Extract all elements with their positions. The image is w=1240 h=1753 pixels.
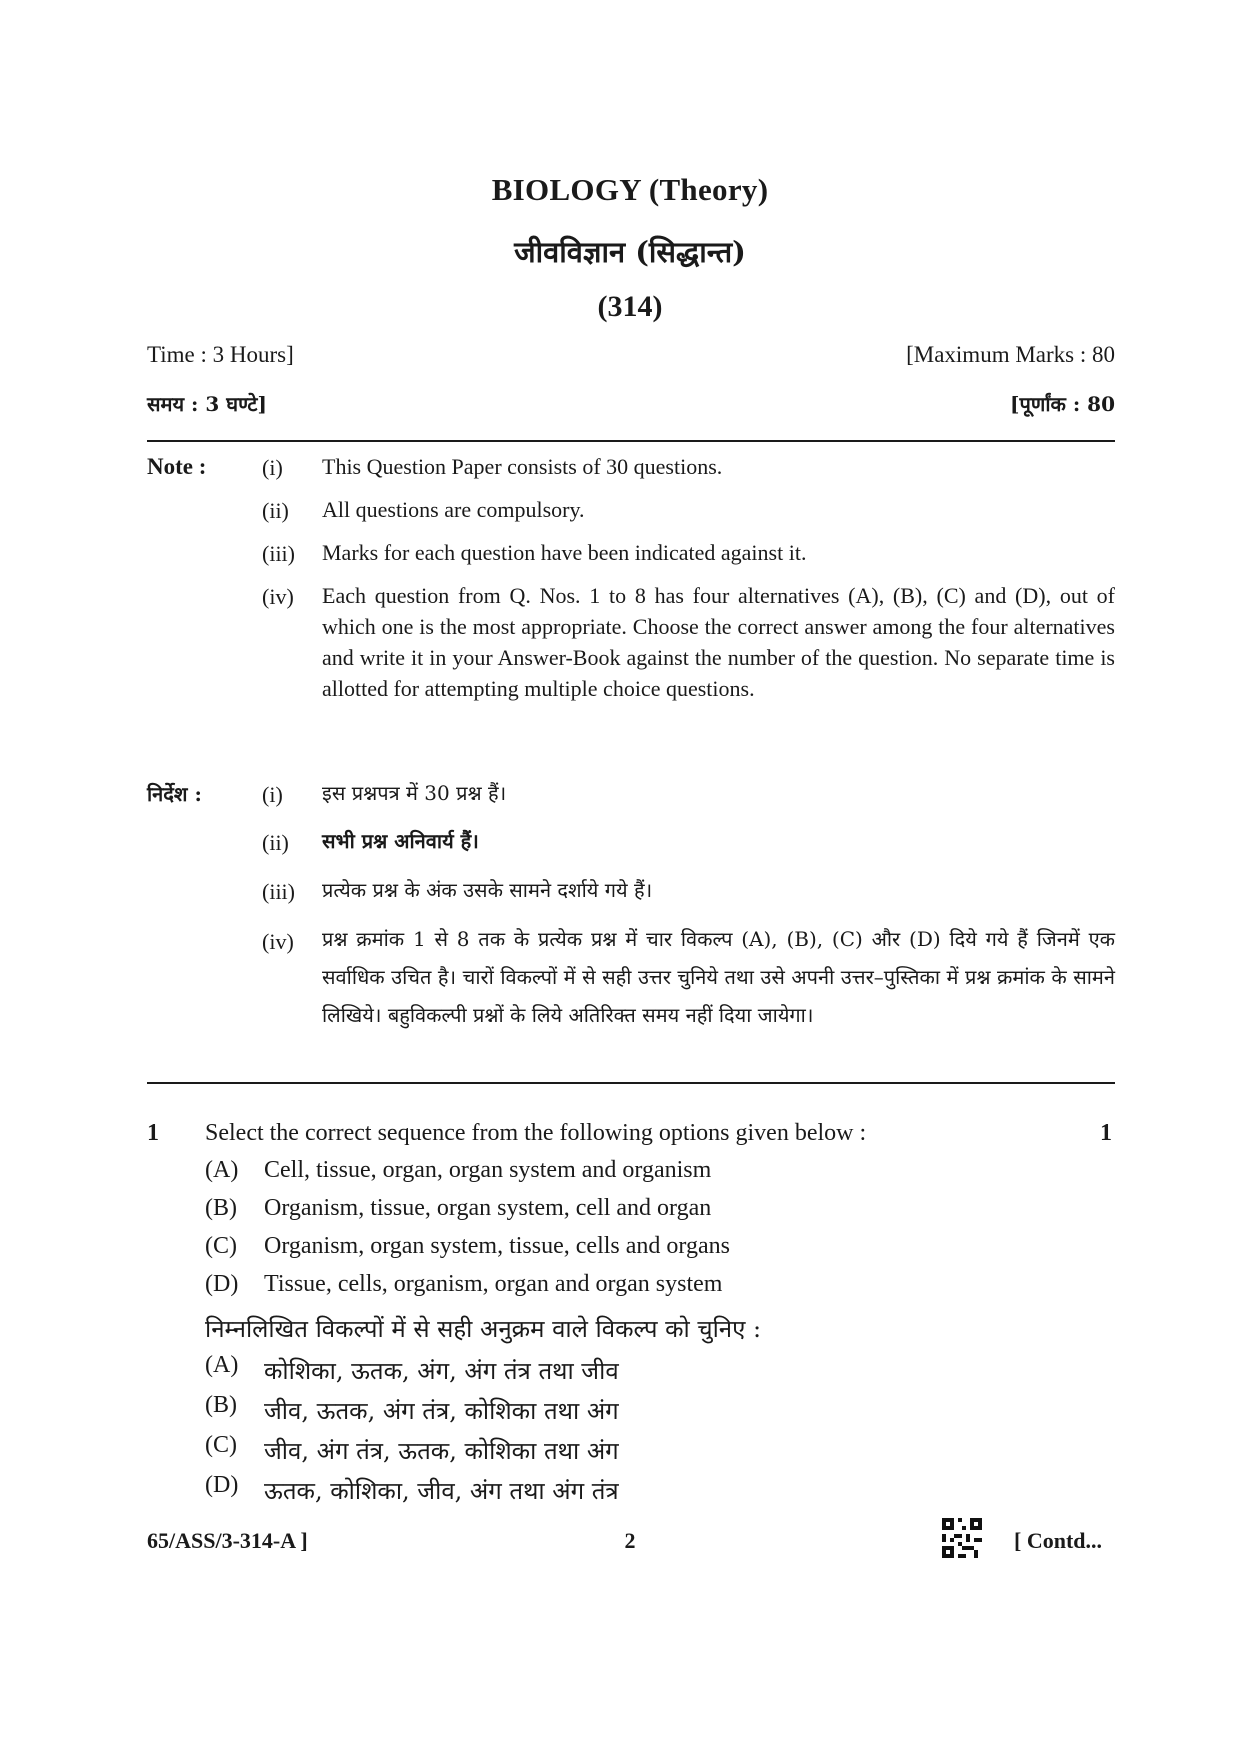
page-title: BIOLOGY (Theory) xyxy=(491,172,769,207)
note-label-hi: निर्देश : xyxy=(147,782,202,806)
page-number: 2 xyxy=(624,1528,636,1553)
note-hi-num-4: (iv) xyxy=(262,929,294,954)
note-en-item-1: This Question Paper consists of 30 questions. xyxy=(322,454,723,479)
option-label: (D) xyxy=(205,1472,239,1498)
option-label: (C) xyxy=(205,1233,237,1259)
note-en-num-3: (iii) xyxy=(262,541,295,566)
note-hi-item-4: प्रश्न क्रमांक 1 से 8 तक के प्रत्येक प्रश्न में चार विकल्प (A), (B), (C) और (D) दिये गये हैं जिनमें एक सर्वाधिक उचित है। चारों विकल्पों में से सही उत्तर चुनिये तथा उसे अपनी उत्तर–पुस्तिका में प्रश्न क्रमांक के सामने लिखिये। बहुविकल्पी प्रश्नों के लिये अतिरिक्त समय नहीं दिया जायेगा। xyxy=(322,927,1115,1027)
continued-label: [ Contd... xyxy=(1014,1528,1103,1553)
question-text-en: Select the correct sequence from the following options given below : xyxy=(205,1120,867,1146)
question-text-hi: निम्नलिखित विकल्पों में से सही अनुक्रम वाले विकल्प को चुनिए : xyxy=(205,1315,762,1343)
option-text-en-c: Organism, organ system, tissue, cells and organs xyxy=(264,1233,730,1259)
paper-code: 65/ASS/3-314-A ] xyxy=(147,1528,308,1553)
option-label: (C) xyxy=(205,1432,237,1458)
option-text-hi-d: ऊतक, कोशिका, जीव, अंग तथा अंग तंत्र xyxy=(264,1477,619,1505)
option-text-en-b: Organism, tissue, organ system, cell and organ xyxy=(264,1195,712,1221)
option-label: (B) xyxy=(205,1195,237,1221)
page-subtitle-hindi: जीवविज्ञान (सिद्धान्त) xyxy=(514,235,746,269)
note-en-num-1: (i) xyxy=(262,455,283,480)
option-text-en-d: Tissue, cells, organism, organ and organ system xyxy=(264,1271,723,1297)
question-number: 1 xyxy=(147,1120,159,1146)
max-marks-en: [Maximum Marks : 80 xyxy=(906,342,1115,367)
note-hi-item-2: सभी प्रश्न अनिवार्य हैं। xyxy=(322,829,479,853)
option-label: (B) xyxy=(205,1392,237,1418)
note-en-num-2: (ii) xyxy=(262,498,289,523)
option-text-hi-a: कोशिका, ऊतक, अंग, अंग तंत्र तथा जीव xyxy=(264,1357,619,1385)
qr-code-icon xyxy=(942,1518,982,1558)
note-hi-item-3: प्रत्येक प्रश्न के अंक उसके सामने दर्शाये गये हैं। xyxy=(322,878,653,902)
time-hi: समय : 3 घण्टे] xyxy=(147,392,267,416)
option-text-en-a: Cell, tissue, organ, organ system and organism xyxy=(264,1157,712,1183)
time-marks-row-en xyxy=(147,342,1115,368)
option-text-hi-c: जीव, अंग तंत्र, ऊतक, कोशिका तथा अंग xyxy=(264,1437,619,1465)
divider-top xyxy=(147,440,1115,442)
note-hi-num-3: (iii) xyxy=(262,879,295,904)
time-marks-row-hi xyxy=(147,390,1115,417)
time-en: Time : 3 Hours] xyxy=(147,342,294,367)
note-hi-num-2: (ii) xyxy=(262,830,289,855)
note-en-num-4: (iv) xyxy=(262,584,294,609)
option-text-hi-b: जीव, ऊतक, अंग तंत्र, कोशिका तथा अंग xyxy=(264,1397,619,1425)
option-label: (A) xyxy=(205,1157,239,1183)
divider-bottom xyxy=(147,1082,1115,1084)
question-marks: 1 xyxy=(1100,1120,1112,1146)
note-en-item-4: Each question from Q. Nos. 1 to 8 has four alternatives (A), (B), (C) and (D), out of which one is the most appropriate. Choose the correct answer among the four alternatives and write it in your Answer-Book against the number of the question. No separate time is allotted for attempting multiple choice questions. xyxy=(322,583,1115,701)
note-label-en: Note : xyxy=(147,454,207,479)
max-marks-hi: [पूर्णांक : 80 xyxy=(1010,392,1115,416)
note-en-item-3: Marks for each question have been indicated against it. xyxy=(322,540,807,565)
option-label: (A) xyxy=(205,1352,239,1378)
subject-code: (314) xyxy=(597,290,663,323)
note-hi-num-1: (i) xyxy=(262,782,283,807)
note-hi-item-1: इस प्रश्नपत्र में 30 प्रश्न हैं। xyxy=(322,781,507,805)
option-label: (D) xyxy=(205,1271,239,1297)
note-en-item-2: All questions are compulsory. xyxy=(322,497,585,522)
